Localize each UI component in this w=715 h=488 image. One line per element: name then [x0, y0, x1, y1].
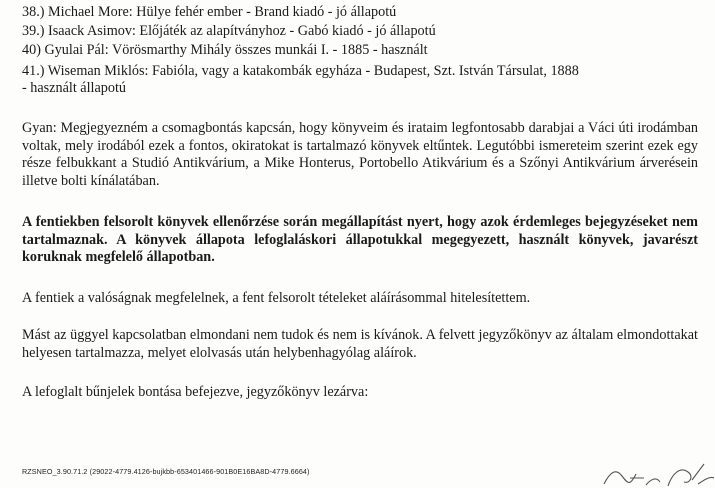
list-item-41: 41.) Wiseman Miklós: Fabióla, vagy a katakombák egyháza - Budapest, Szt. István Társulat, 1888	[22, 63, 579, 79]
list-item-39: 39.) Isaack Asimov: Előjáték az alapítványhoz - Gabó kiadó - jó állapotú	[22, 23, 436, 39]
paragraph-statement: Mást az üggyel kapcsolatban elmondani nem tudok és nem is kívánok. A felvett jegyzőkönyv az általam elmondottakat helyesen tartalmazza, melyet elolvasás után helybenhagyólag aláírok.	[22, 327, 698, 361]
paragraph-finding: A fentiekben felsorolt könyvek ellenőrzése során megállapítást nyert, hogy azok érdemleges bejegyzéseket nem tartalmaznak. A könyvek állapota lefoglaláskori állapotukkal megegyezett, használt könyvek, javarészt koruknak megfelelő állapotban.	[22, 214, 698, 266]
list-item-40: 40) Gyulai Pál: Vörösmarthy Mihály összes munkái I. - 1885 - használt	[22, 42, 428, 58]
paragraph-gyan: Gyan: Megjegyezném a csomagbontás kapcsán, hogy könyveim és irataim legfontosabb darabjai a Váci úti irodámban voltak, mely irodából ezek a fontos, okiratokat is tartalmazó könyvek eltűntek. Legutóbbi ismereteim szerint ezek egy része felbukkant a Studió Antikvárium, a Mike Honterus, Portobello Atikvárium és a Szőnyi Antikvárium árverésein illetve bolti kínálatában.	[22, 120, 698, 189]
document-footer-id: RZSNEO_3.90.71.2 (29022-4779.4126-bujkbb-653401466-901B0E16BA8D-4779.6664)	[22, 467, 310, 476]
list-item-41-continuation: - használt állapotú	[22, 80, 127, 96]
list-item-38: 38.) Michael More: Hülye fehér ember - Brand kiadó - jó állapotú	[22, 4, 397, 20]
paragraph-closing: A lefoglalt bűnjelek bontása befejezve, jegyzőkönyv lezárva:	[22, 384, 369, 400]
signature	[600, 458, 715, 488]
paragraph-attest: A fentiek a valóságnak megfelelnek, a fent felsorolt tételeket aláírásommal hitelesítettem.	[22, 290, 531, 306]
